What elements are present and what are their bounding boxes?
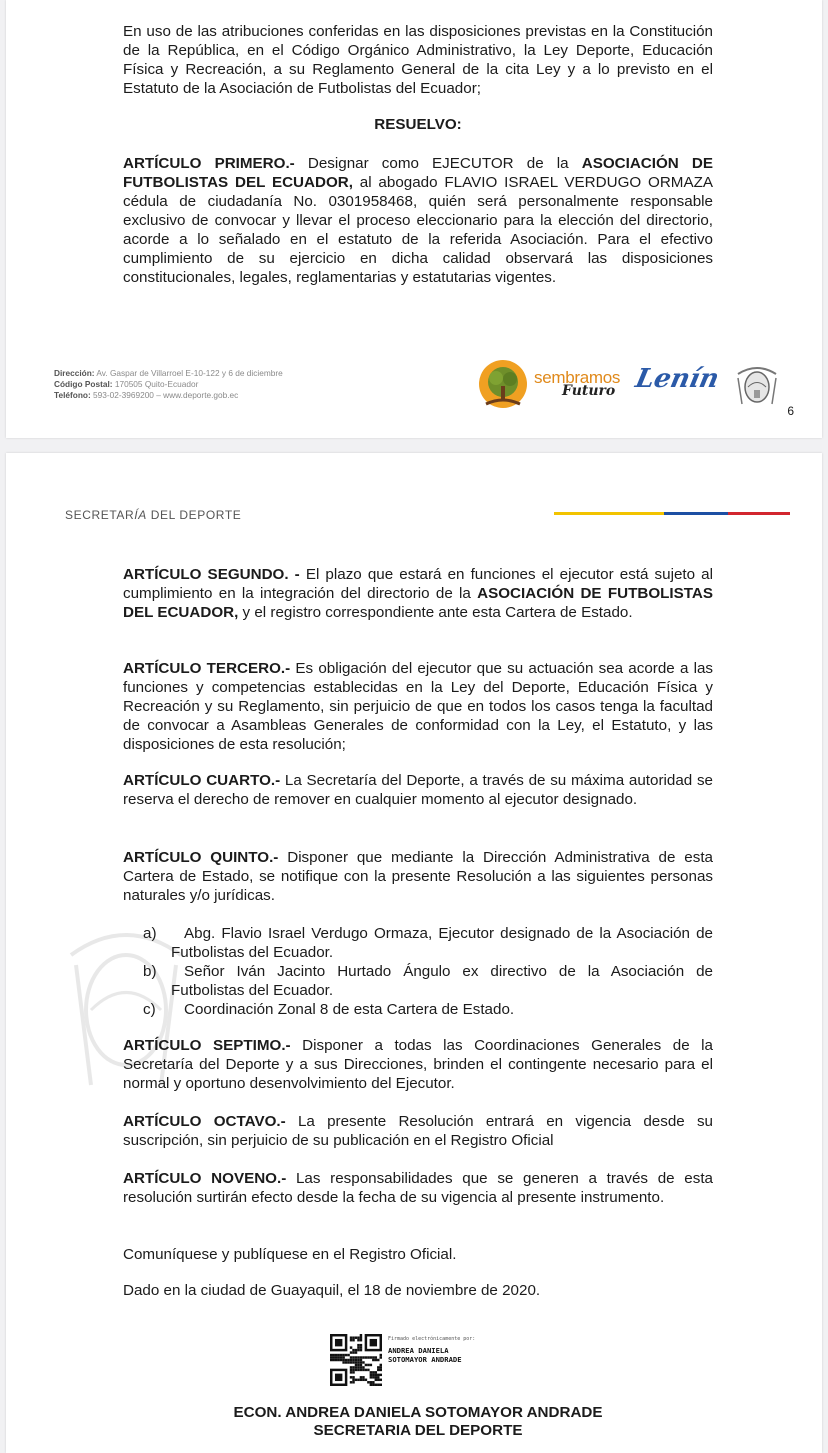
article-title: ARTÍCULO NOVENO.-	[123, 1170, 287, 1187]
article-title: ARTÍCULO SEGUNDO. -	[123, 566, 300, 583]
sembramos-logo-text: sembramos	[534, 368, 621, 387]
article-octavo: ARTÍCULO OCTAVO.- La presente Resolución entrará en vigencia desde su suscripción, sin perjuicio de su publicación en el Registro Oficial	[123, 1113, 713, 1149]
article-tercero: ARTÍCULO TERCERO.- Es obligación del ejecutor que su actuación sea acorde a las funciones y competencias establecidas en la Ley del Deporte, Educación Física y Recreación y su Reglamento, sin perjuicio de que en todos los casos tenga la facultad de convocar a Asambleas Generales de conformidad con la Ley, el Estatuto, y las disposiciones de esta resolución;	[123, 660, 714, 753]
article-noveno: ARTÍCULO NOVENO.- Las responsabilidades que se generen a través de esta resolución surtirán efecto desde la fecha de su vigencia al presente instrumento.	[123, 1170, 713, 1206]
article-primero: ARTÍCULO PRIMERO.- Designar como EJECUTOR de la ASOCIACIÓN DE FUTBOLISTAS DEL ECUADOR, al abogado FLAVIO ISRAEL VERDUGO ORMAZA cédula de ciudadanía No. 0301958468, quién será personalmente responsable exclusivo de convocar y llevar el proceso eleccionario para la elección del directorio, acorde a lo señalado en el estatuto de la referida Asociación. Para el efectivo cumplimiento de su ejercicio en dicha calidad observará las disposiciones constitucionales, legales, reglamentarias y estatutarias vigentes.	[123, 155, 713, 286]
flag-yellow-stripe	[554, 512, 664, 515]
list-item: b) Señor Iván Jacinto Hurtado Ángulo ex directivo de la Asociación de Futbolistas del Ecuador.	[143, 963, 713, 999]
document-page-1	[6, 0, 822, 438]
article-title: ARTÍCULO SEPTIMO.-	[123, 1037, 291, 1054]
article-title: ARTÍCULO OCTAVO.-	[123, 1113, 286, 1130]
secretaria-header: SECRETARÍA DEL DEPORTE	[65, 508, 242, 522]
futuro-logo-text: Futuro	[562, 383, 616, 399]
lenin-signature-logo: Lenín	[632, 364, 722, 394]
article-segundo: ARTÍCULO SEGUNDO. - El plazo que estará en funciones el ejecutor está sujeto al cumplimiento en la integración del directorio de la ASOCIACIÓN DE FUTBOLISTAS DEL ECUADOR, y el registro correspondiente ante esta Cartera de Estado.	[123, 566, 714, 621]
list-item: c) Coordinación Zonal 8 de esta Cartera de Estado.	[143, 1001, 515, 1018]
ecuador-coat-of-arms-icon	[732, 360, 782, 410]
notification-list	[123, 924, 713, 1019]
electronic-signature-block: Firmado electrónicamente por: ANDREA DANIELA SOTOMAYOR ANDRADE	[330, 1334, 490, 1390]
article-title: ARTÍCULO QUINTO.-	[123, 849, 279, 866]
tree-logo-icon	[476, 360, 530, 412]
resuelvo-heading: RESUELVO:	[374, 116, 462, 133]
list-item: a) Abg. Flavio Israel Verdugo Ormaza, Ejecutor designado de la Asociación de Futbolistas del Ecuador.	[143, 925, 713, 961]
signer-name: ECON. ANDREA DANIELA SOTOMAYOR ANDRADE	[233, 1404, 603, 1421]
article-cuarto: ARTÍCULO CUARTO.- La Secretaría del Deporte, a través de su máxima autoridad se reserva el derecho de remover en cualquier momento al ejecutor designado.	[123, 772, 713, 808]
flag-color-bar	[554, 512, 790, 515]
intro-paragraph: En uso de las atribuciones conferidas en las disposiciones previstas en la Constitución de la República, en el Código Orgánico Administrativo, la Ley Deporte, Educación Física y Recreación, a su Reglamento General de la cita Ley y a lo previsto en el Estatuto de la Asociación de Futbolistas del Ecuador;	[123, 23, 713, 97]
flag-blue-stripe	[664, 512, 728, 515]
qr-code-icon[interactable]	[330, 1334, 382, 1386]
signer-title: SECRETARIA DEL DEPORTE	[313, 1422, 523, 1439]
article-title: ARTÍCULO PRIMERO.-	[123, 155, 295, 172]
place-date-line: Dado en la ciudad de Guayaquil, el 18 de noviembre de 2020.	[123, 1282, 541, 1299]
article-title: ARTÍCULO CUARTO.-	[123, 772, 281, 789]
document-page-2	[6, 453, 822, 1453]
article-septimo: ARTÍCULO SEPTIMO.- Disponer a todas las Coordinaciones Generales de la Secretaría del Deporte y a sus Direcciones, brinden el contingente necesario para el normal y oportuno desenvolvimiento del Ejecutor.	[123, 1037, 713, 1092]
page-number: 6	[787, 404, 794, 418]
flag-red-stripe	[728, 512, 790, 515]
comuniquese-line: Comuníquese y publíquese en el Registro Oficial.	[123, 1246, 457, 1263]
article-title: ARTÍCULO TERCERO.-	[123, 660, 291, 677]
footer-contact-info: Dirección: Av. Gaspar de Villarroel E-10-122 y 6 de diciembre Código Postal: 170505 Quito-Ecuador Teléfono: 593-02-3969200 – www.deporte.gob.ec	[54, 368, 283, 400]
article-quinto: ARTÍCULO QUINTO.- Disponer que mediante la Dirección Administrativa de esta Cartera de Estado, se notifique con la presente Resolución a las siguientes personas naturales y/o jurídicas.	[123, 849, 713, 904]
signature-name: ANDREA DANIELA SOTOMAYOR ANDRADE	[388, 1346, 462, 1364]
